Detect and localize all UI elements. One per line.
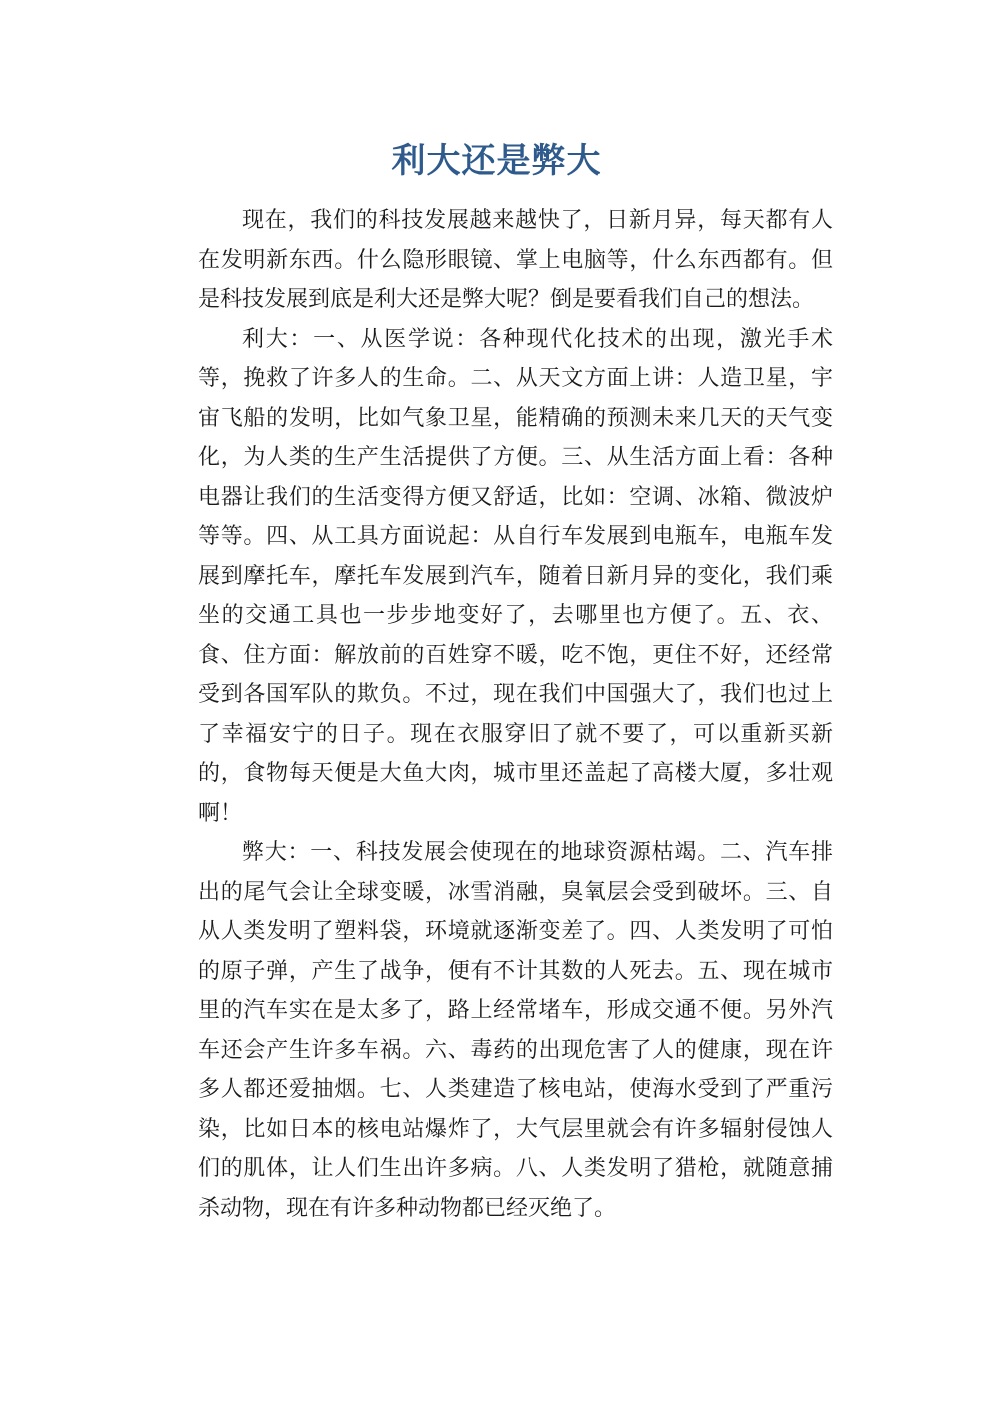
disadvantages-paragraph: 弊大：一、科技发展会使现在的地球资源枯竭。二、汽车排出的尾气会让全球变暖，冰雪消融，臭氧层会受到破坏。三、自从人类发明了塑料袋，环境就逐渐变差了。四、人类发明了可怕的原子弹，产生了战争，便有不计其数的人死去。五、现在城市里的汽车实在是太多了，路上经常堵车，形成交通不便。另外汽车还会产生许多车祸。六、毒药的出现危害了人的健康，现在许多人都还爱抽烟。七、人类建造了核电站，使海水受到了严重污染，比如日本的核电站爆炸了，大气层里就会有许多辐射侵蚀人们的肌体，让人们生出许多病。八、人类发明了猎枪，就随意捕杀动物，现在有许多种动物都已经灭绝了。: [198, 840, 833, 1221]
document-title: 利大还是弊大: [391, 140, 602, 181]
intro-paragraph: 现在，我们的科技发展越来越快了，日新月异，每天都有人在发明新东西。什么隐形眼镜、掌上电脑等，什么东西都有。但是科技发展到底是利大还是弊大呢？倒是要看我们自己的想法。: [198, 208, 833, 312]
document-body: [198, 201, 833, 1228]
advantages-paragraph: 利大：一、从医学说：各种现代化技术的出现，激光手术等，挽救了许多人的生命。二、从天文方面上讲：人造卫星，宇宙飞船的发明，比如气象卫星，能精确的预测未来几天的天气变化，为人类的生产生活提供了方便。三、从生活方面上看：各种电器让我们的生活变得方便又舒适，比如：空调、冰箱、微波炉等等。四、从工具方面说起：从自行车发展到电瓶车，电瓶车发展到摩托车，摩托车发展到汽车，随着日新月异的变化，我们乘坐的交通工具也一步步地变好了，去哪里也方便了。五、衣、食、住方面：解放前的百姓穿不暖，吃不饱，更住不好，还经常受到各国军队的欺负。不过，现在我们中国强大了，我们也过上了幸福安宁的日子。现在衣服穿旧了就不要了，可以重新买新的，食物每天便是大鱼大肉，城市里还盖起了高楼大厦，多壮观啊！: [198, 326, 833, 826]
